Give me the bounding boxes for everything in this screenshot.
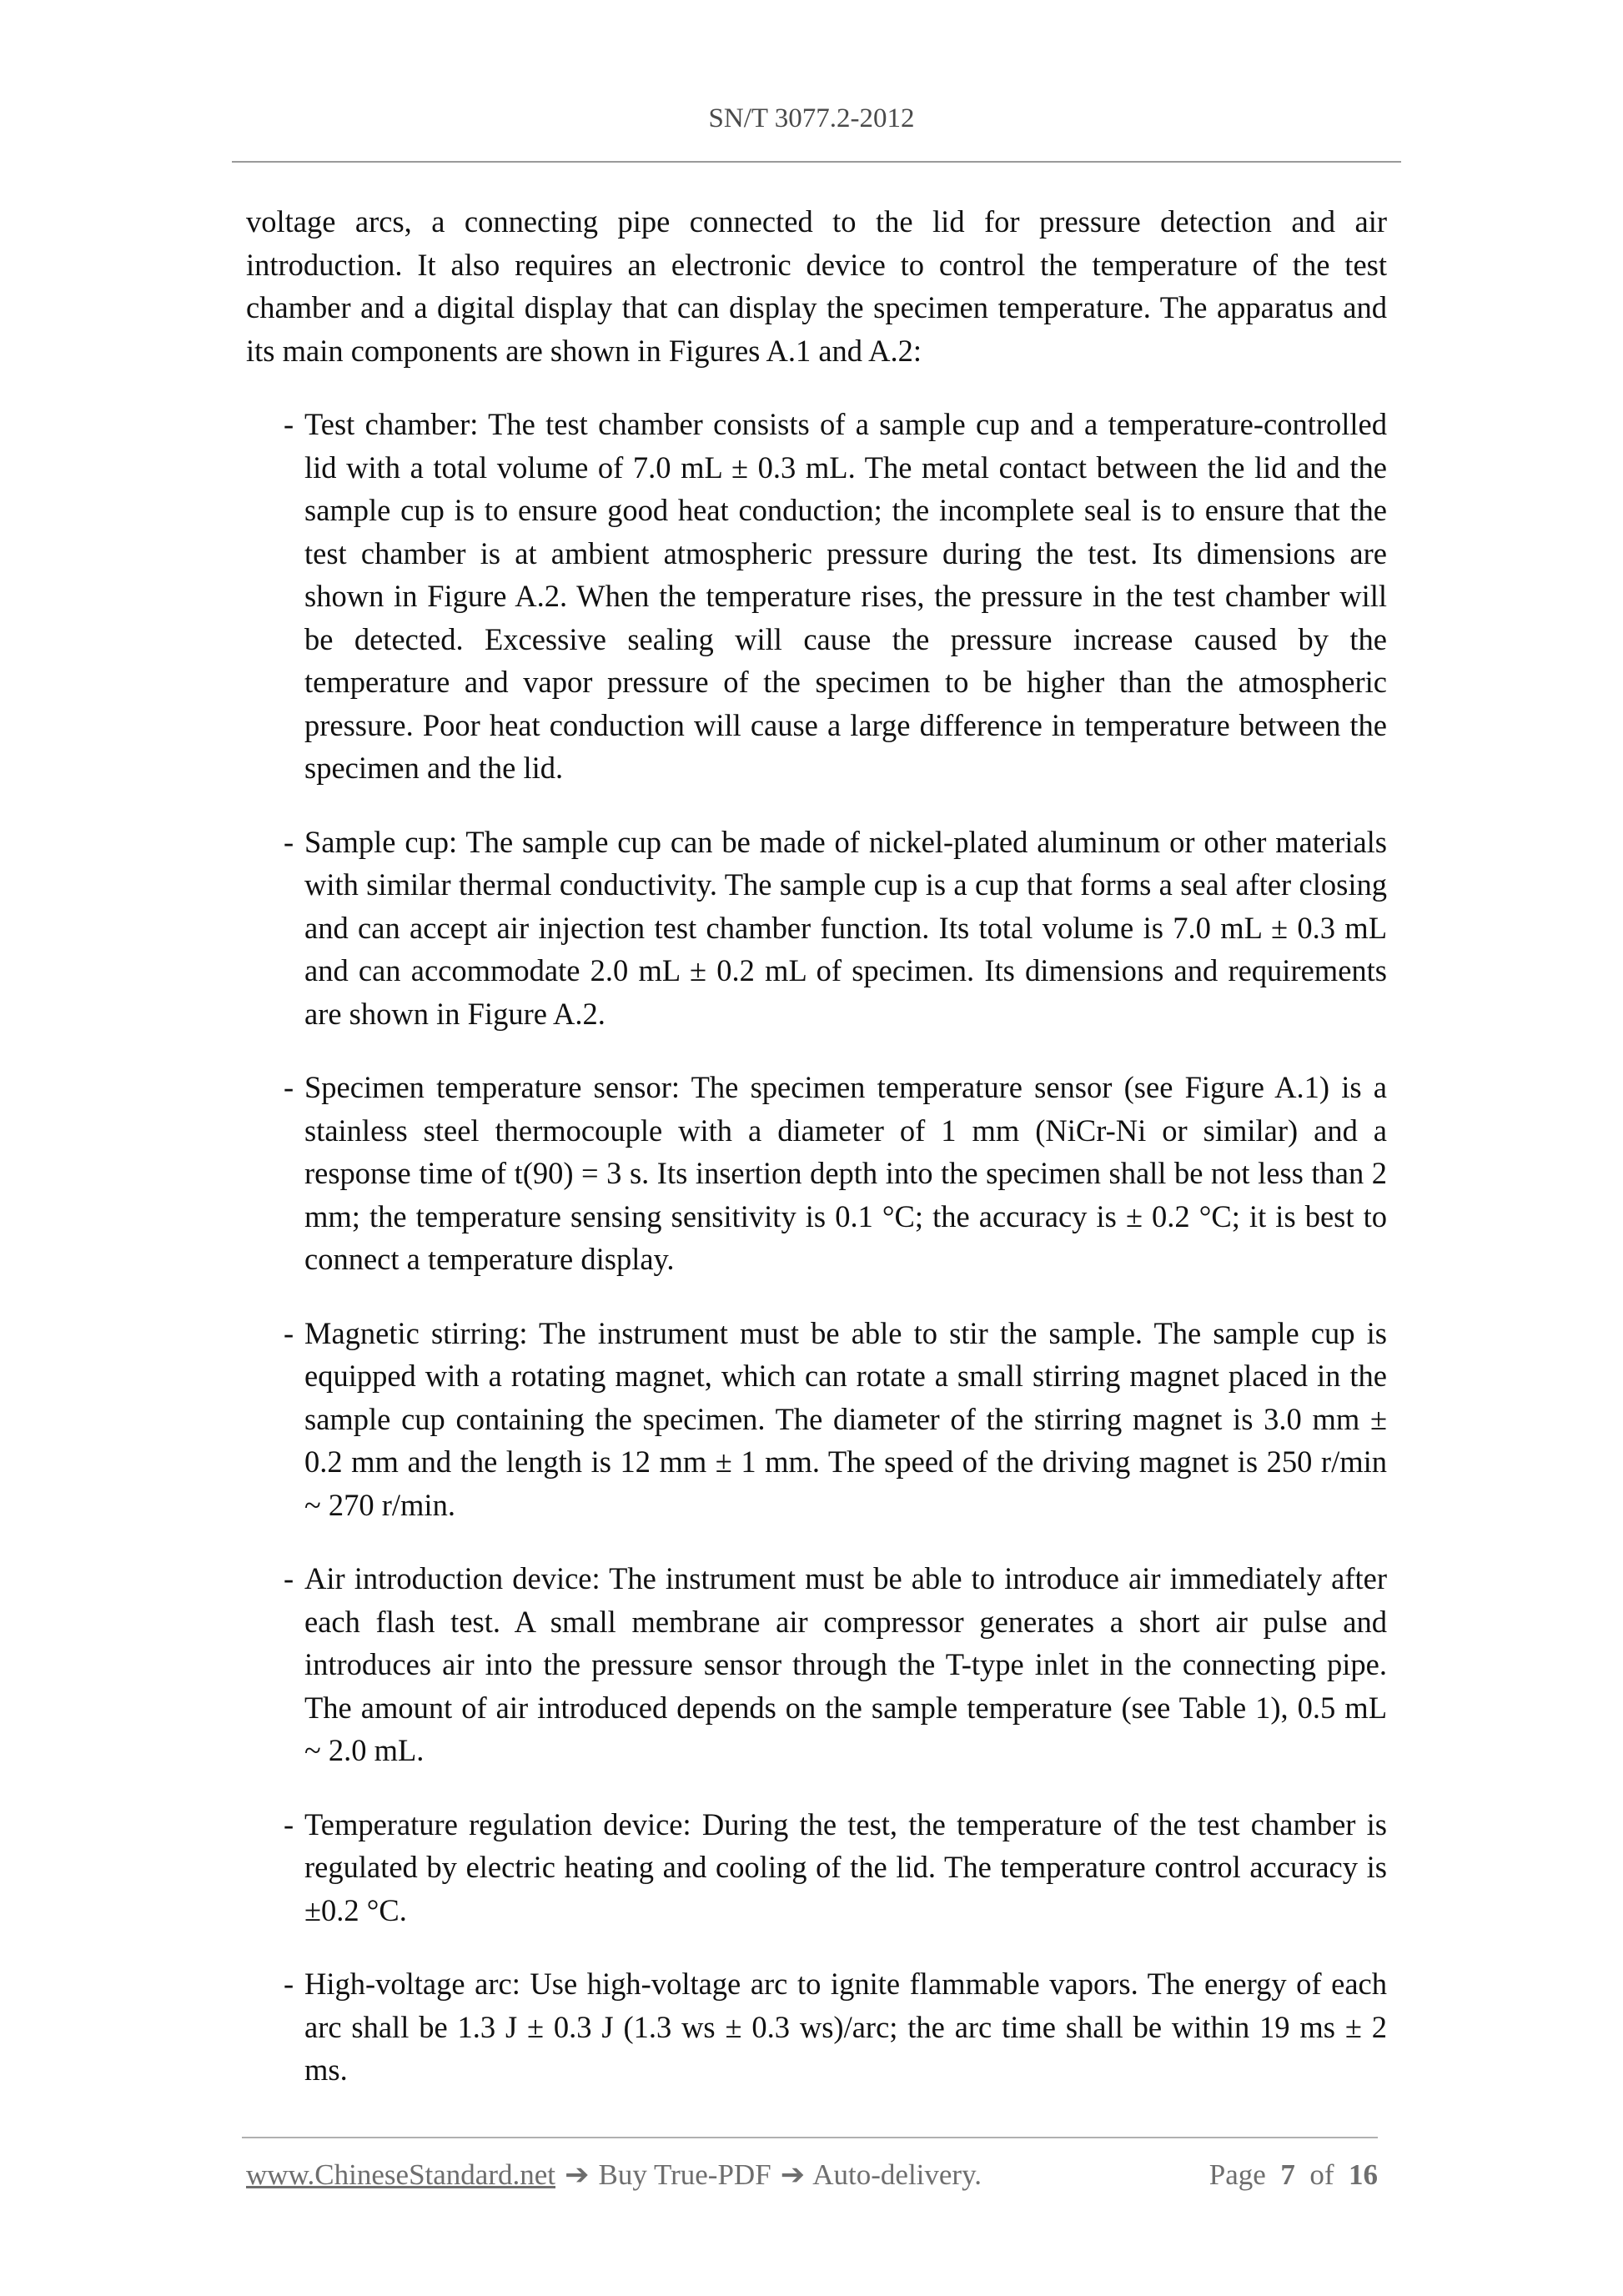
list-item-temperature-sensor bbox=[246, 1066, 1387, 1281]
list-dash: - bbox=[284, 407, 294, 441]
list-item-test-chamber bbox=[246, 403, 1387, 790]
list-item-text: Air introduction device: The instrument must be able to introduce air immediately after each flash test. A small membrane air compressor generates a short air pulse and introduces air into the pressure sensor through the T-type inlet in the connecting pipe. The amount of air introduced depends on the sample temperature (see Table 1), 0.5 mL ~ 2.0 mL. bbox=[304, 1561, 1387, 1767]
header-divider bbox=[232, 161, 1401, 163]
page-current: 7 bbox=[1280, 2158, 1295, 2191]
list-dash: - bbox=[284, 1806, 294, 1841]
list-dash: - bbox=[284, 1070, 294, 1104]
page-of-label: of bbox=[1309, 2158, 1334, 2191]
list-item-text: Magnetic stirring: The instrument must be able to stir the sample. The sample cup is equipped with a rotating magnet, which can rotate a small stirring magnet placed in the sample cup containing the specimen. The diameter of the stirring magnet is 3.0 mm ± 0.2 mm and the length is 12 mm ± 1 mm. The speed of the driving magnet is 250 r/min ~ 270 r/min. bbox=[304, 1315, 1387, 1522]
list-item-sample-cup bbox=[246, 821, 1387, 1036]
list-item-text: High-voltage arc: Use high-voltage arc to ignite flammable vapors. The energy of each arc shall be 1.3 J ± 0.3 J (1.3 ws ± 0.3 ws)/arc; the arc time shall be within 19 ms ± 2 ms. bbox=[304, 1967, 1387, 2087]
list-item-text: Test chamber: The test chamber consists of a sample cup and a temperature-controlled lid with a total volume of 7.0 mL ± 0.3 mL. The metal contact between the lid and the sample cup is to ensure good heat conduction; the incomplete seal is to ensure that the test chamber is at ambient atmospheric pressure during the test. Its dimensions are shown in Figure A.2. When the temperature rises, the pressure in the test chamber will be detected. Excessive sealing will cause the pressure increase caused by the temperature and vapor pressure of the specimen to be higher than the atmospheric pressure. Poor heat conduction will cause a large difference in temperature between the specimen and the lid. bbox=[304, 407, 1387, 785]
list-dash: - bbox=[284, 1315, 294, 1350]
list-item-text: Sample cup: The sample cup can be made of nickel-plated aluminum or other materials with similar thermal conductivity. The sample cup is a cup that forms a seal after closing and can accept air injection test chamber function. Its total volume is 7.0 mL ± 0.3 mL and can accommodate 2.0 mL ± 0.2 mL of specimen. Its dimensions and requirements are shown in Figure A.2. bbox=[304, 824, 1387, 1031]
list-item-text: Temperature regulation device: During the test, the temperature of the test chamber is regulated by electric heating and cooling of the lid. The temperature control accuracy is ±0.2 °C. bbox=[304, 1806, 1387, 1927]
list-item-temperature-regulation bbox=[246, 1803, 1387, 1932]
page-number bbox=[1209, 2158, 1378, 2192]
intro-paragraph: voltage arcs, a connecting pipe connected to the lid for pressure detection and air introduction. It also requires an electronic device to control the temperature of the test chamber and a digital display that can display the specimen temperature. The apparatus and its main components are shown in Figures A.1 and A.2: bbox=[246, 204, 1387, 368]
footer-promo bbox=[246, 2158, 982, 2192]
component-list bbox=[246, 403, 1387, 2092]
list-item-air-introduction bbox=[246, 1557, 1387, 1772]
list-item-text: Specimen temperature sensor: The specimen temperature sensor (see Figure A.1) is a stainless steel thermocouple with a diameter of 1 mm (NiCr-Ni or similar) and a response time of t(90) = 3 s. Its insertion depth into the specimen shall be not less than 2 mm; the temperature sensing sensitivity is 0.1 °C; the accuracy is ± 0.2 °C; it is best to connect a temperature display. bbox=[304, 1070, 1387, 1276]
list-dash: - bbox=[284, 1967, 294, 2001]
list-dash: - bbox=[284, 1561, 294, 1595]
buy-true-pdf-text: Buy True-PDF bbox=[598, 2158, 771, 2191]
list-dash: - bbox=[284, 824, 294, 859]
page-total: 16 bbox=[1349, 2158, 1378, 2191]
list-item-magnetic-stirring bbox=[246, 1312, 1387, 1527]
document-code: SN/T 3077.2-2012 bbox=[708, 103, 915, 133]
page-header bbox=[0, 103, 1623, 134]
arrow-right-icon: ➔ bbox=[565, 2158, 590, 2191]
auto-delivery-text: Auto-delivery. bbox=[812, 2158, 982, 2191]
website-link[interactable]: www.ChineseStandard.net bbox=[246, 2158, 555, 2191]
arrow-right-icon: ➔ bbox=[780, 2158, 806, 2191]
footer-divider bbox=[242, 2137, 1378, 2138]
page-content bbox=[246, 200, 1387, 2123]
page-label: Page bbox=[1208, 2158, 1266, 2191]
list-item-high-voltage-arc bbox=[246, 1962, 1387, 2092]
